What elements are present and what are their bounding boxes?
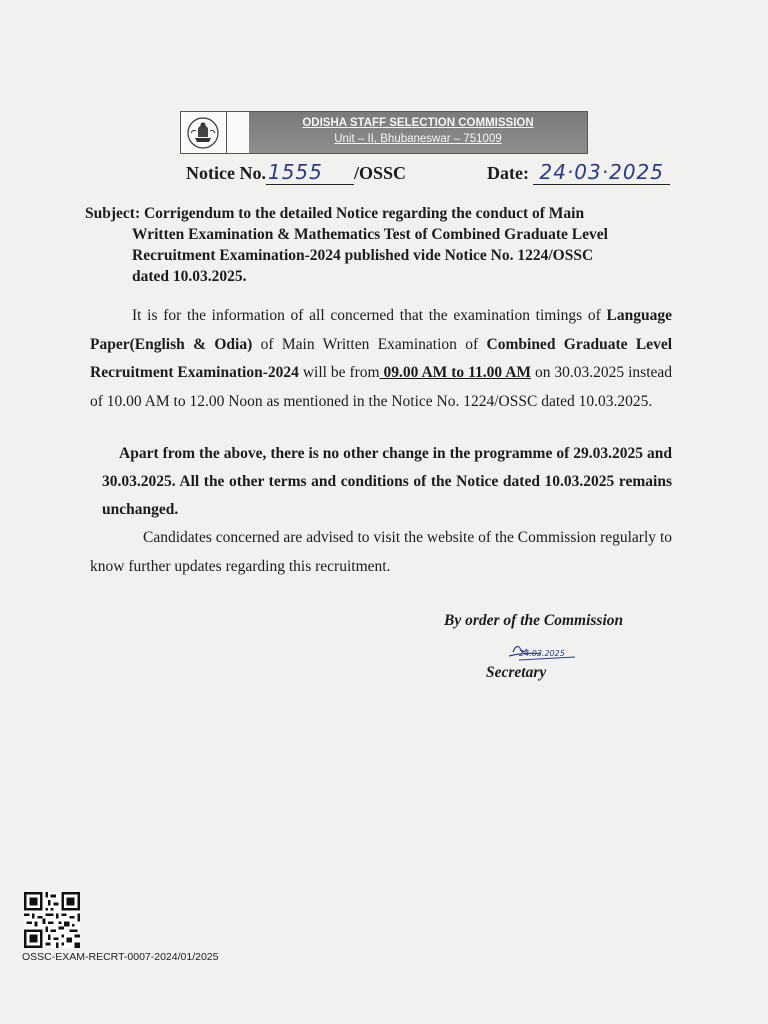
paragraph-timing-change: [90, 302, 672, 416]
header-title-panel: [249, 112, 587, 153]
by-order-text: By order of the Commission: [444, 612, 624, 629]
date-value: 24·03·2025: [539, 160, 664, 184]
notice-date-line: [487, 160, 670, 185]
notice-number: 1555: [267, 160, 323, 184]
p1-text-e: will be from: [298, 364, 380, 381]
organization-unit: Unit – II, Bhubaneswar – 751009: [334, 133, 502, 145]
state-emblem-icon: [181, 112, 227, 153]
p1-text-g: on 30.03.2025 instead of 10.00 AM to 12.00 Noon as mentioned in the Notice No. 1224/OSSC dated 10.03.2025.: [90, 364, 673, 410]
subject-line-3: Recruitment Examination-2024 published vide Notice No. 1224/OSSC: [132, 247, 594, 264]
qr-code-icon: [24, 892, 80, 948]
signature-date: 24.03.2025: [519, 649, 565, 658]
designation: Secretary: [486, 664, 547, 681]
subject-line-2: Written Examination & Mathematics Test of Combined Graduate Level: [132, 226, 608, 243]
document-reference: OSSC-EXAM-RECRT-0007-2024/01/2025: [22, 951, 219, 963]
p1-exam-name: Combined Graduate Level Recruitment Examination-2024: [90, 335, 673, 381]
paragraph-website-advice: Candidates concerned are advised to visit the website of the Commission regularly to know further updates regarding this recruitment.: [90, 529, 672, 575]
date-label: Date:: [487, 163, 529, 183]
p1-text-c: of Main Written Examination of: [252, 335, 487, 353]
notice-suffix: /OSSC: [353, 163, 407, 183]
subject-line-4: dated 10.03.2025.: [132, 268, 247, 285]
subject: [85, 203, 673, 287]
organization-name: ODISHA STAFF SELECTION COMMISSION: [302, 117, 534, 129]
paragraph-no-other-change: Apart from the above, there is no other change in the programme of 29.03.2025 and 30.03.2025. All the other terms and conditions of the Notice dated 10.03.2025 remains unchanged.: [102, 445, 672, 518]
p1-paper-name: Language Paper(English & Odia): [90, 307, 672, 353]
subject-line-1: Subject: Corrigendum to the detailed Notice regarding the conduct of Main: [85, 205, 585, 222]
notice-number-field: [266, 160, 354, 185]
notice-number-line: [186, 160, 406, 185]
notice-label: Notice No.: [186, 163, 266, 183]
header-banner: [180, 111, 588, 154]
p1-new-timing: 09.00 AM to 11.00 AM: [379, 364, 532, 381]
p1-text-a: It is for the information of all concerned that the examination timings of: [132, 307, 607, 324]
date-field: [533, 160, 670, 185]
